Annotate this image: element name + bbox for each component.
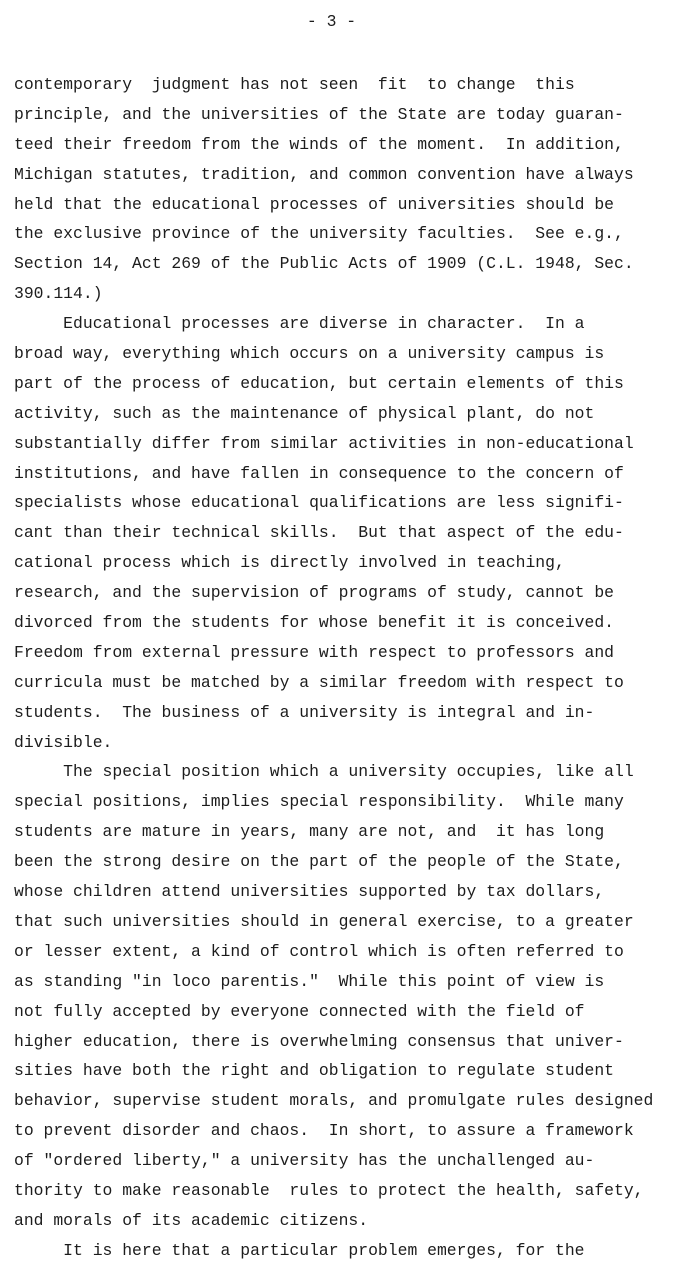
text-line: contemporary judgment has not seen fit to change this [14, 75, 575, 94]
page-number: - 3 - [306, 12, 357, 31]
text-line: substantially differ from similar activities in non-educational [14, 433, 634, 453]
paragraph [14, 1236, 694, 1266]
text-line: cational process which is directly involved in teaching, [14, 553, 565, 573]
text-line: Section 14, Act 269 of the Public Acts of 1909 (C.L. 1948, Sec. [14, 254, 634, 274]
text-line: held that the educational processes of universities should be [14, 194, 614, 214]
text-line: activity, such as the maintenance of physical plant, do not [14, 403, 595, 423]
text-line: thority to make reasonable rules to protect the health, safety, [14, 1180, 644, 1200]
text-line: the exclusive province of the university faculties. See e.g., [14, 224, 624, 244]
text-line: Freedom from external pressure with respect to professors and [14, 642, 614, 662]
body-text [14, 70, 694, 1266]
text-line: It is here that a particular problem emerges, for the [14, 1240, 585, 1260]
text-line: curricula must be matched by a similar freedom with respect to [14, 672, 624, 692]
text-line: specialists whose educational qualifications are less signifi- [14, 493, 624, 513]
text-line: divorced from the students for whose benefit it is conceived. [14, 613, 614, 633]
text-line: principle, and the universities of the State are today guaran- [14, 104, 624, 124]
paragraph [14, 757, 694, 1235]
text-line: been the strong desire on the part of the people of the State, [14, 852, 624, 872]
text-line: as standing "in loco parentis." While this point of view is [14, 971, 605, 991]
text-line: higher education, there is overwhelming consensus that univer- [14, 1031, 624, 1051]
text-line: teed their freedom from the winds of the moment. In addition, [14, 134, 624, 154]
text-line: cant than their technical skills. But that aspect of the edu- [14, 523, 624, 543]
text-line: divisible. [14, 732, 113, 752]
text-line: not fully accepted by everyone connected with the field of [14, 1001, 585, 1021]
text-line: students. The business of a university is integral and in- [14, 702, 595, 722]
text-line: of "ordered liberty," a university has the unchallenged au- [14, 1151, 595, 1171]
text-line: 390.114.) [14, 284, 103, 304]
paragraph [14, 70, 694, 309]
text-line: that such universities should in general exercise, to a greater [14, 911, 634, 931]
text-line: whose children attend universities supported by tax dollars, [14, 882, 605, 902]
text-line: students are mature in years, many are not, and it has long [14, 822, 605, 842]
text-line: Michigan statutes, tradition, and common convention have always [14, 164, 634, 184]
text-line: behavior, supervise student morals, and promulgate rules designed [14, 1091, 654, 1111]
text-line: institutions, and have fallen in consequence to the concern of [14, 463, 624, 483]
text-line: to prevent disorder and chaos. In short, to assure a framework [14, 1121, 634, 1141]
text-line: sities have both the right and obligation to regulate student [14, 1061, 614, 1081]
text-line: broad way, everything which occurs on a university campus is [14, 344, 605, 364]
text-line: special positions, implies special responsibility. While many [14, 792, 624, 812]
paragraph [14, 309, 694, 757]
text-line: The special position which a university occupies, like all [14, 762, 634, 782]
text-line: research, and the supervision of programs of study, cannot be [14, 583, 614, 603]
text-line: or lesser extent, a kind of control which is often referred to [14, 941, 624, 961]
text-line: part of the process of education, but certain elements of this [14, 373, 624, 393]
text-line: Educational processes are diverse in character. In a [14, 314, 585, 334]
text-line: and morals of its academic citizens. [14, 1210, 369, 1230]
